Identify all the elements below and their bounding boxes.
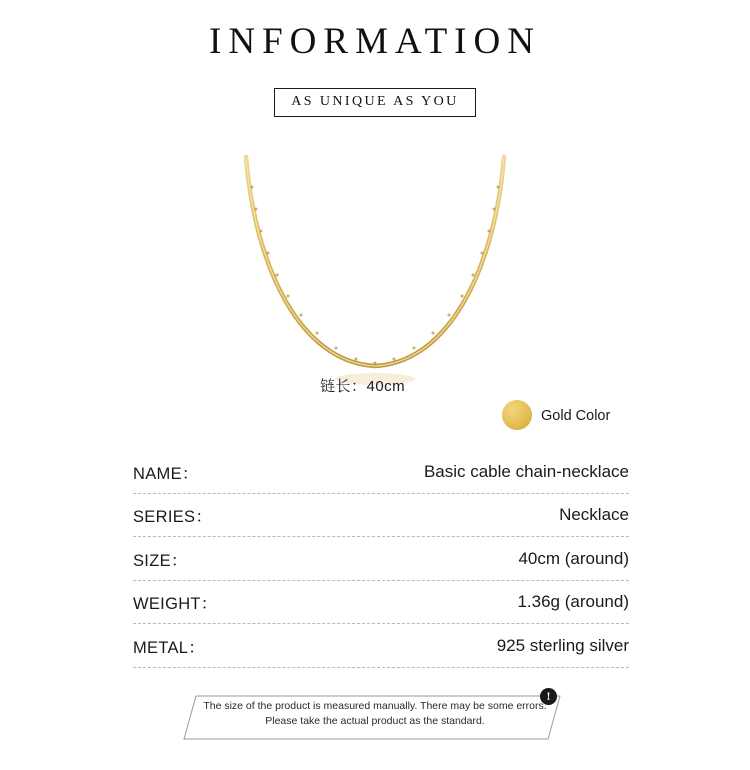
- chain-length-label: 链长：40cm: [320, 377, 406, 395]
- spec-key-series: SERIES：: [133, 508, 213, 527]
- spec-key-metal: METAL：: [133, 638, 206, 657]
- page-title: INFORMATION: [209, 21, 541, 62]
- product-image-area: [0, 147, 750, 427]
- table-row: [133, 494, 629, 538]
- gold-color-swatch: [502, 400, 532, 430]
- spec-value-metal: 925 sterling silver: [496, 635, 629, 655]
- footer-note: [0, 683, 750, 749]
- note-line-2: Please take the actual product as the standard.: [265, 715, 485, 727]
- spec-value-size: 40cm (around): [518, 548, 629, 568]
- table-row: [133, 624, 629, 668]
- table-row: [133, 537, 629, 581]
- note-text: [175, 699, 575, 729]
- spec-key-size: SIZE：: [133, 551, 188, 570]
- table-row: [133, 581, 629, 625]
- color-label: Gold Color: [541, 407, 611, 424]
- spec-value-weight: 1.36g (around): [517, 592, 629, 612]
- warning-icon: !: [540, 688, 557, 705]
- page-subtitle: AS UNIQUE AS YOU: [274, 88, 475, 117]
- note-line-1: The size of the product is measured manually. There may be some errors.: [203, 700, 547, 712]
- specification-table: [133, 450, 629, 668]
- spec-value-name: Basic cable chain-necklace: [423, 461, 629, 481]
- spec-key-name: NAME：: [133, 464, 199, 483]
- spec-value-series: Necklace: [559, 505, 629, 525]
- subtitle-container: [0, 88, 750, 117]
- table-row: [133, 450, 629, 494]
- information-page: [0, 20, 750, 770]
- spec-key-weight: WEIGHT：: [133, 595, 218, 614]
